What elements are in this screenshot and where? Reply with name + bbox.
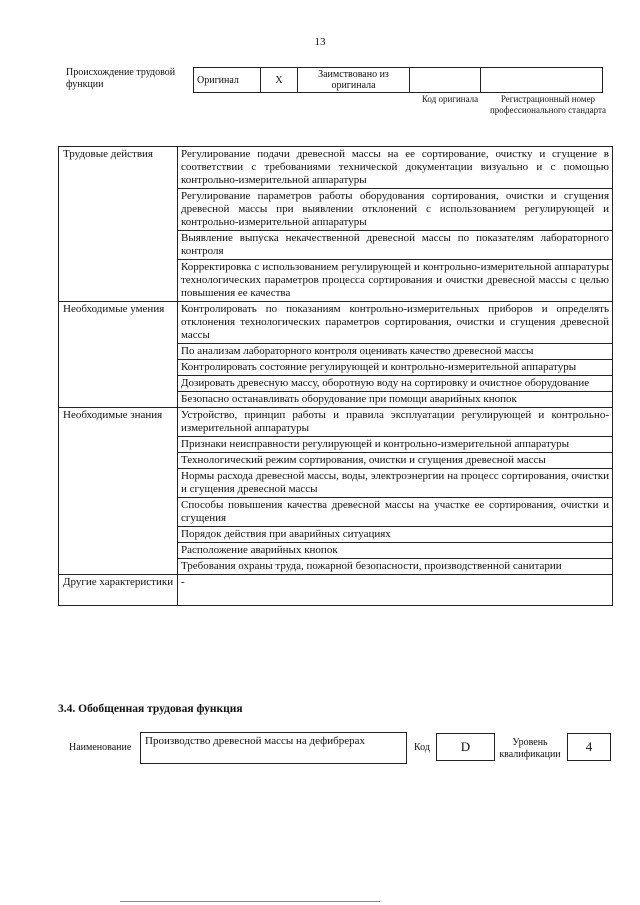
knowledge-label: Необходимые знания [59,408,178,575]
skills-label: Необходимые умения [59,302,178,408]
knowledge-item: Требования охраны труда, пожарной безопасности, производственной санитарии [178,559,613,575]
bottom-divider [120,901,380,902]
original-code-cell [410,68,481,93]
origin-table [193,67,603,93]
registration-number-label: Регистрационный номер профессионального стандарта [489,94,607,115]
action-item: Регулирование параметров работы оборудования сортирования, очистки и сгущения древесной массы при выявлении отклонений с использованием регулирующей и контрольно-измерительной аппаратуры [178,189,613,231]
section-title: 3.4. Обобщенная трудовая функция [58,703,243,715]
knowledge-item: Способы повышения качества древесной массы на участке ее сортирования, очистки и сгущения [178,498,613,527]
skill-item: Безопасно останавливать оборудование при помощи аварийных кнопок [178,392,613,408]
knowledge-item: Технологический режим сортирования, очистки и сгущения древесной массы [178,453,613,469]
action-item: Выявление выпуска некачественной древесной массы по показателям лабораторного контроля [178,231,613,260]
table-row [59,408,613,437]
other-characteristics-label: Другие характеристики [59,575,178,606]
action-item: Регулирование подачи древесной массы на ее сортирование, очистку и сгущение в соответствии с требованиями технической документации визуально и с помощью контрольно-измерительной аппаратуры [178,147,613,189]
labor-function-table [58,146,613,606]
code-of-original-label: Код оригинала [421,94,479,104]
skill-item: Дозировать древесную массу, оборотную воду на сортировку и очистное оборудование [178,376,613,392]
table-row [59,575,613,606]
code-label: Код [414,742,430,753]
action-item: Корректировка с использованием регулирующей и контрольно-измерительной аппаратуры технологических параметров процесса сортирования и очистки древесной массы с целью повышения ее качества [178,260,613,302]
knowledge-item: Порядок действия при аварийных ситуациях [178,527,613,543]
page-number: 13 [314,36,326,48]
skill-item: По анализам лабораторного контроля оценивать качество древесной массы [178,344,613,360]
other-characteristics-value: - [178,575,613,606]
skill-item: Контролировать состояние регулирующей и контрольно-измерительной аппаратуры [178,360,613,376]
knowledge-item: Расположение аварийных кнопок [178,543,613,559]
name-value-box: Производство древесной массы на дефибрерах [140,732,407,764]
skill-item: Контролировать по показаниям контрольно-измерительных приборов и определять отклонения технологических параметров сортирования, очистки и сгущения древесной массы [178,302,613,344]
name-label: Наименование [69,742,132,753]
original-label-cell: Оригинал [194,68,261,93]
original-mark-cell: X [261,68,298,93]
actions-label: Трудовые действия [59,147,178,302]
origin-label: Происхождение трудовой функции [66,67,176,90]
code-value-box: D [436,733,495,761]
borrowed-label-cell: Заимствовано из оригинала [298,68,410,93]
qualification-level-box: 4 [567,733,611,761]
registration-number-cell [481,68,603,93]
knowledge-item: Признаки неисправности регулирующей и контрольно-измерительной аппаратуры [178,437,613,453]
table-row [59,147,613,189]
table-row [59,302,613,344]
qualification-level-label: Уровень квалификации [499,737,561,760]
knowledge-item: Устройство, принцип работы и правила эксплуатации регулирующей и контрольно-измерительной аппаратуры [178,408,613,437]
knowledge-item: Нормы расхода древесной массы, воды, электроэнергии на процесс сортирования, очистки и сгущения древесной массы [178,469,613,498]
